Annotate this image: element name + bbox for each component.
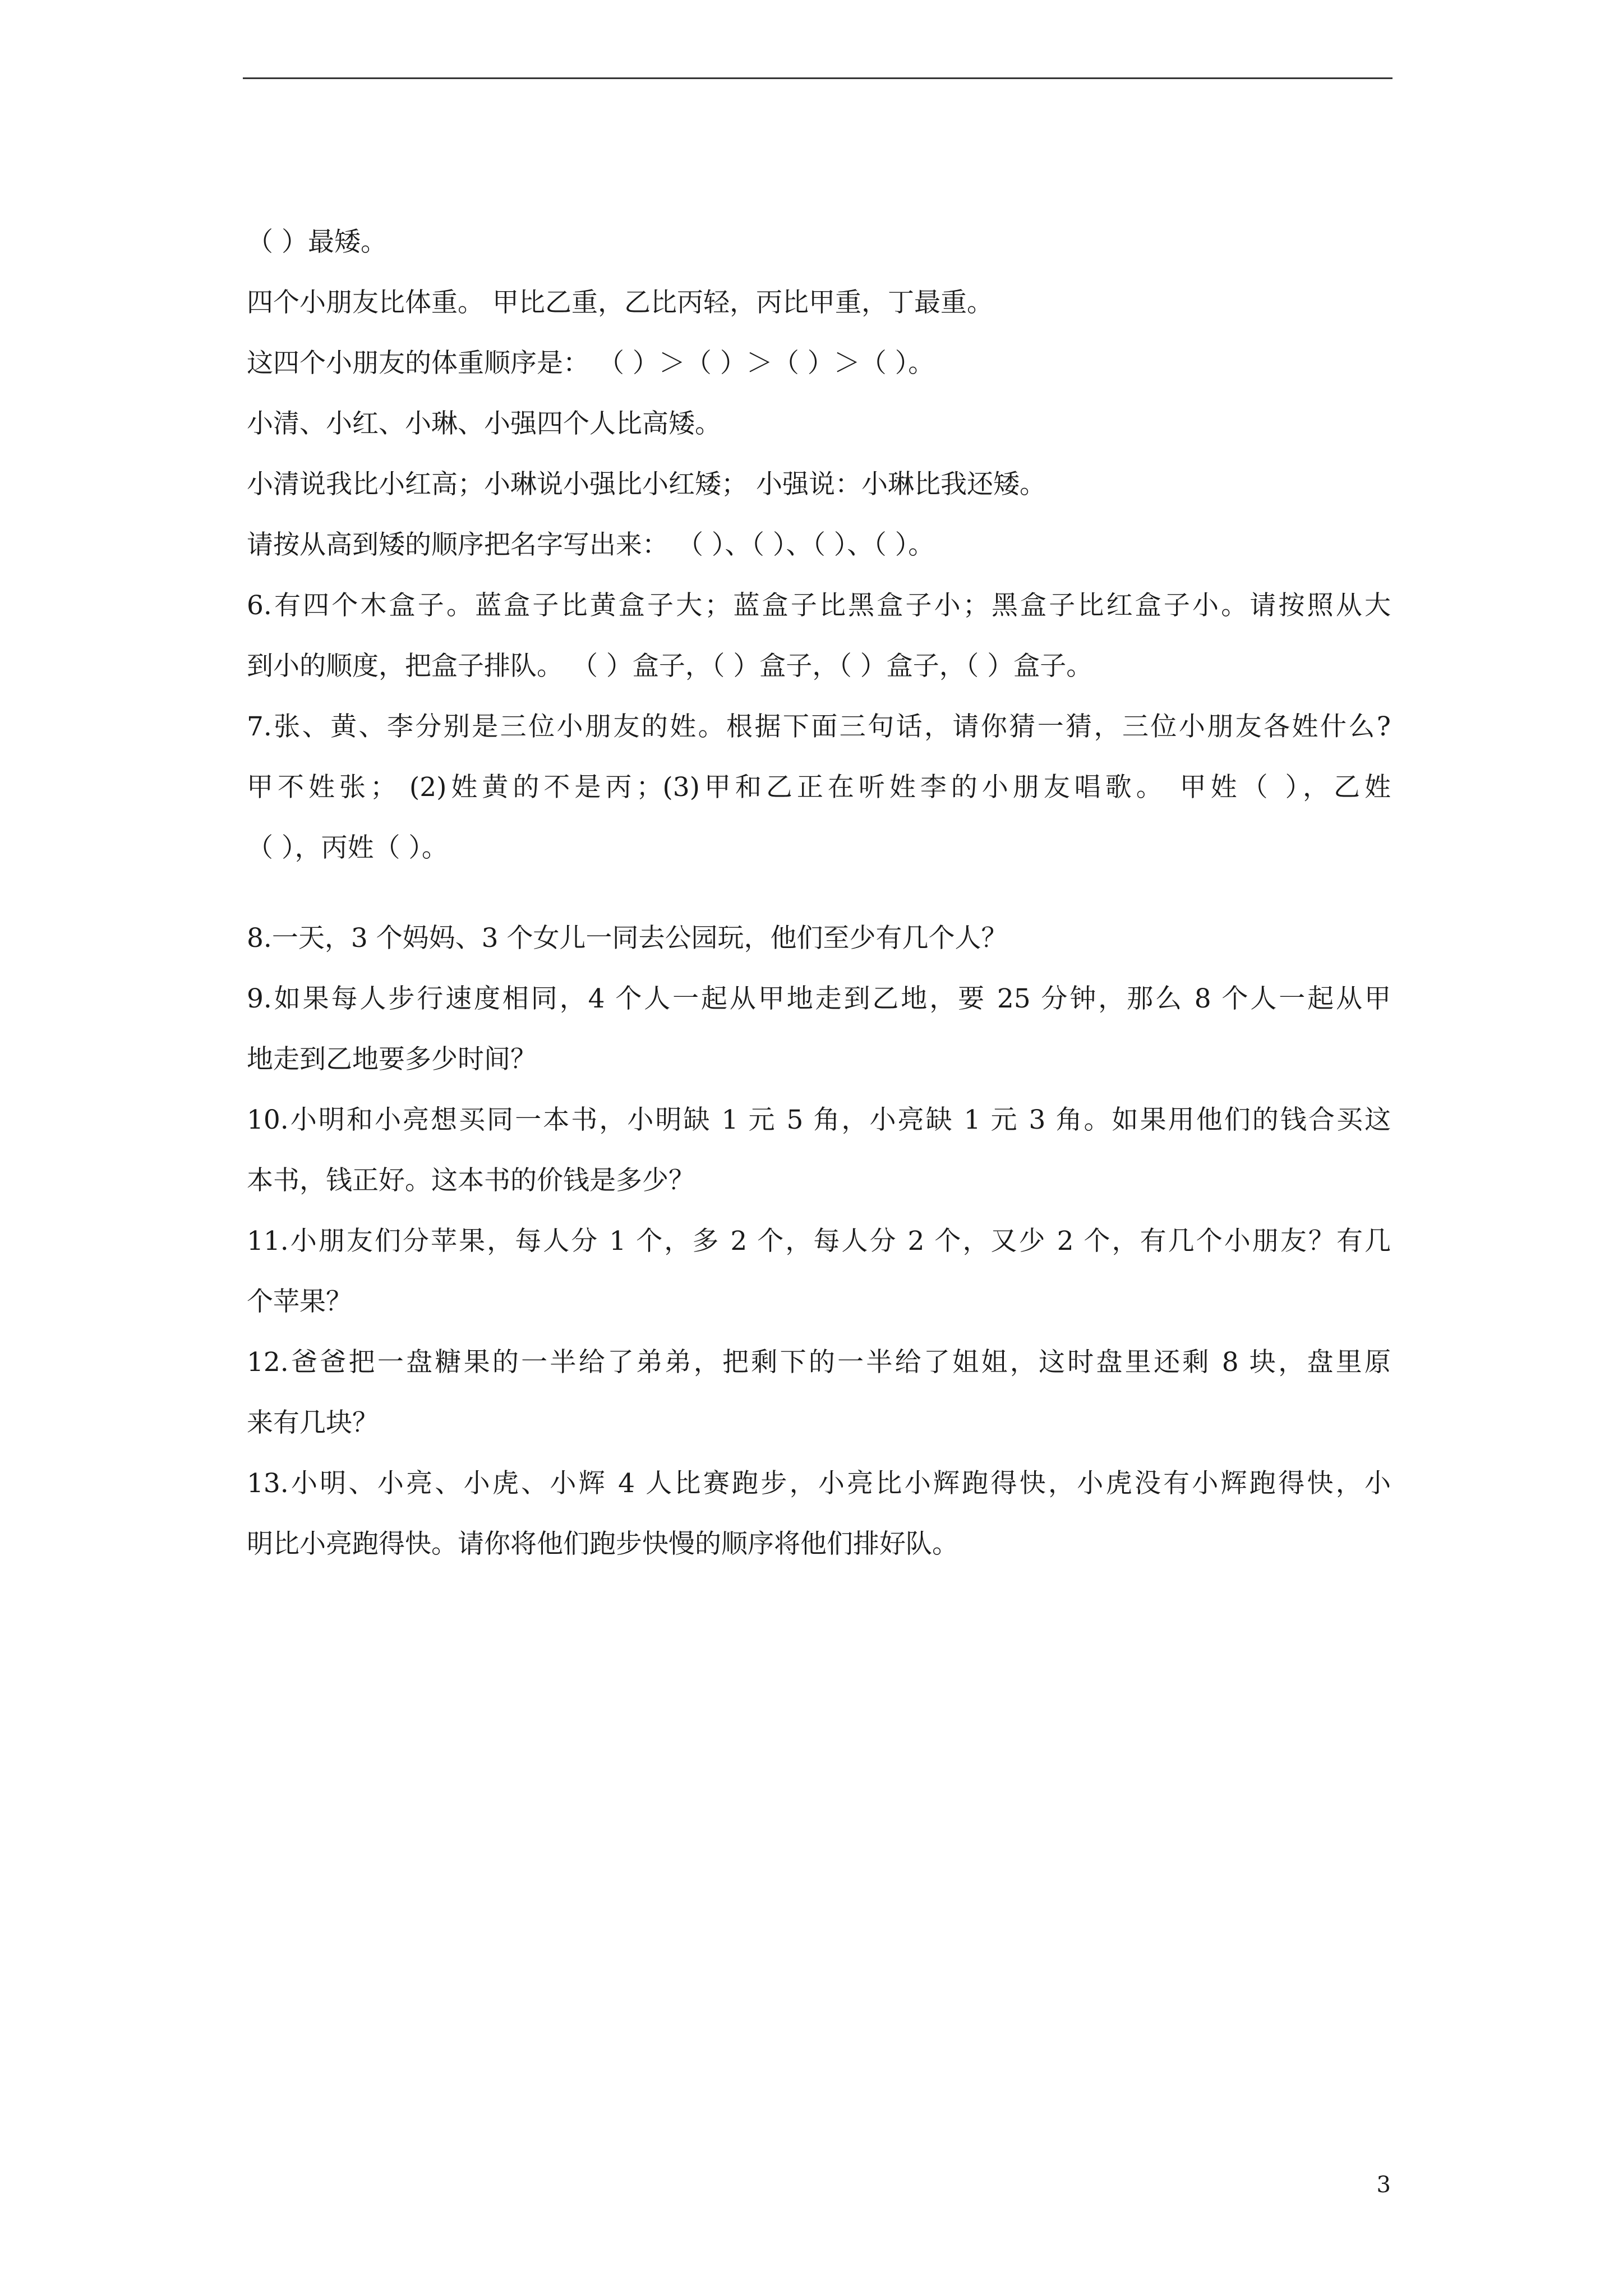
question-10-line-1: 10.小明和小亮想买同一本书，小明缺 1 元 5 角，小亮缺 1 元 3 角。如果用他们的钱合买这 (247, 1105, 1391, 1135)
question-13-line-2: 明比小亮跑得快。请你将他们跑步快慢的顺序将他们排好队。 (247, 1529, 958, 1559)
question-7-line-2: 甲不姓张； (2)姓黄的不是丙；(3)甲和乙正在听姓李的小朋友唱歌。 甲姓（ ），乙姓 (247, 772, 1391, 803)
page-number: 3 (1376, 2172, 1391, 2198)
text-line: 四个小朋友比体重。 甲比乙重，乙比丙轻，丙比甲重，丁最重。 (247, 287, 993, 318)
question-12-line-2: 来有几块？ (247, 1407, 379, 1438)
question-7-line-3: （ ），丙姓（ ）。 (247, 832, 448, 863)
question-7-line-1: 7.张、黄、李分别是三位小朋友的姓。根据下面三句话，请你猜一猜，三位小朋友各姓什么? (247, 711, 1391, 742)
question-8-line-1: 8.一天，3 个妈妈、3 个女儿一同去公园玩，他们至少有几个人？ (247, 923, 1008, 954)
question-13-line-1: 13.小明、小亮、小虎、小辉 4 人比赛跑步，小亮比小辉跑得快，小虎没有小辉跑得快，小 (247, 1468, 1391, 1499)
document-body (247, 212, 1391, 1575)
text-line: 小清、小红、小琳、小强四个人比高矮。 (247, 408, 721, 439)
text-line: 小清说我比小红高；小琳说小强比小红矮； 小强说：小琳比我还矮。 (247, 469, 1046, 500)
question-9-line-2: 地走到乙地要多少时间？ (247, 1044, 537, 1075)
header-rule (243, 77, 1393, 79)
question-11-line-2: 个苹果？ (247, 1286, 352, 1317)
question-6-line-1: 6.有四个木盒子。蓝盒子比黄盒子大；蓝盒子比黑盒子小；黑盒子比红盒子小。请按照从大 (247, 590, 1391, 621)
text-line: （ ）最矮。 (247, 227, 387, 257)
text-line: 请按从高到矮的顺序把名字写出来： （ ）、（ ）、（ ）、（ ）。 (247, 530, 935, 560)
question-12-line-1: 12.爸爸把一盘糖果的一半给了弟弟，把剩下的一半给了姐姐，这时盘里还剩 8 块，盘里原 (247, 1347, 1391, 1378)
paragraph-gap (247, 878, 1391, 908)
question-9-line-1: 9.如果每人步行速度相同，4 个人一起从甲地走到乙地，要 25 分钟，那么 8 个人一起从甲 (247, 983, 1391, 1014)
text-line: 这四个小朋友的体重顺序是： （ ）＞（ ）＞（ ）＞（ ）。 (247, 348, 935, 379)
question-10-line-2: 本书，钱正好。这本书的价钱是多少？ (247, 1165, 695, 1196)
question-6-line-2: 到小的顺度，把盒子排队。 （ ）盒子，（ ）盒子，（ ）盒子，（ ）盒子。 (247, 651, 1093, 682)
question-11-line-1: 11.小朋友们分苹果，每人分 1 个，多 2 个，每人分 2 个，又少 2 个，有几个小朋友？有几 (247, 1226, 1391, 1257)
